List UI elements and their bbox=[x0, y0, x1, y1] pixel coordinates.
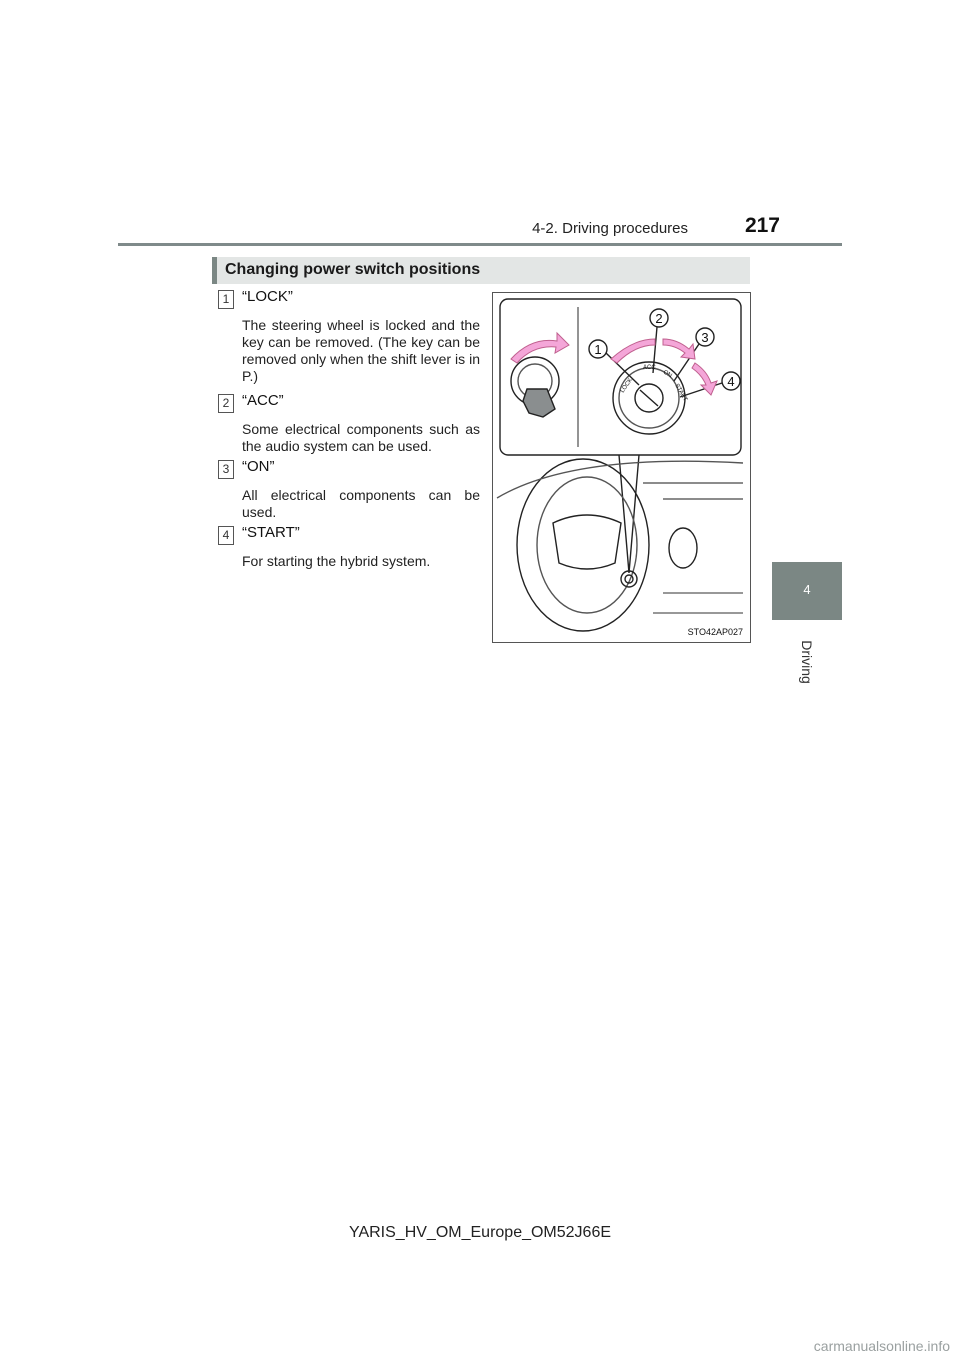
item-description: Some electrical components such as the audio system can be used. bbox=[242, 421, 480, 454]
dashboard-vents bbox=[643, 483, 743, 499]
chapter-title: Driving bbox=[799, 640, 815, 684]
header-section-title: 4-2. Driving procedures bbox=[532, 220, 688, 237]
illustration-svg bbox=[493, 293, 750, 642]
header-divider bbox=[118, 243, 842, 246]
key-icon bbox=[523, 389, 555, 417]
steering-hub bbox=[553, 515, 621, 569]
power-switch-location bbox=[621, 571, 637, 587]
item-description: All electrical components can be used. bbox=[242, 487, 480, 520]
callout-4-label: 4 bbox=[727, 374, 735, 389]
turn-arrow-icon bbox=[511, 333, 569, 363]
dashboard-trim bbox=[653, 593, 743, 613]
illustration-code: STO42AP027 bbox=[687, 627, 743, 637]
callout-2-label: 2 bbox=[655, 311, 663, 326]
switch-label-lock: LOCK bbox=[619, 377, 635, 395]
arrow-on-start-icon bbox=[692, 363, 717, 395]
item-title: “ACC” bbox=[242, 392, 284, 409]
item-description: For starting the hybrid system. bbox=[242, 553, 431, 569]
steering-wheel-inner bbox=[537, 477, 637, 613]
item-number-box: 1 bbox=[218, 290, 234, 309]
footer-model-code: YARIS_HV_OM_Europe_OM52J66E bbox=[348, 1224, 612, 1241]
item-number-box: 3 bbox=[218, 460, 234, 479]
item-number-box: 4 bbox=[218, 526, 234, 545]
section-heading: Changing power switch positions bbox=[225, 261, 481, 278]
callout-3-label: 3 bbox=[701, 330, 709, 345]
watermark: carmanualsonline.info bbox=[813, 1338, 950, 1354]
dashboard-knob bbox=[669, 528, 697, 568]
item-title: “ON” bbox=[242, 458, 275, 475]
arrow-lock-acc-icon bbox=[611, 339, 655, 363]
section-heading-bar bbox=[212, 257, 750, 284]
item-title: “START” bbox=[242, 524, 300, 541]
chapter-tab bbox=[772, 562, 842, 620]
switch-label-on: ON bbox=[662, 369, 673, 380]
switch-label-acc: ACC bbox=[643, 365, 656, 371]
item-description: The steering wheel is locked and the key can be removed. (The key can be removed only when the shift lever is in P.) bbox=[242, 317, 480, 384]
callout-1-label: 1 bbox=[594, 342, 602, 357]
keyhole-slot bbox=[640, 390, 658, 406]
chapter-title-vertical bbox=[795, 632, 819, 692]
arrow-acc-on-icon bbox=[663, 339, 695, 359]
switch-label-start: START bbox=[673, 383, 689, 403]
item-title: “LOCK” bbox=[242, 288, 293, 305]
power-switch-illustration bbox=[492, 292, 751, 643]
chapter-number: 4 bbox=[803, 582, 811, 597]
page-number: 217 bbox=[744, 214, 780, 237]
item-number-box: 2 bbox=[218, 394, 234, 413]
